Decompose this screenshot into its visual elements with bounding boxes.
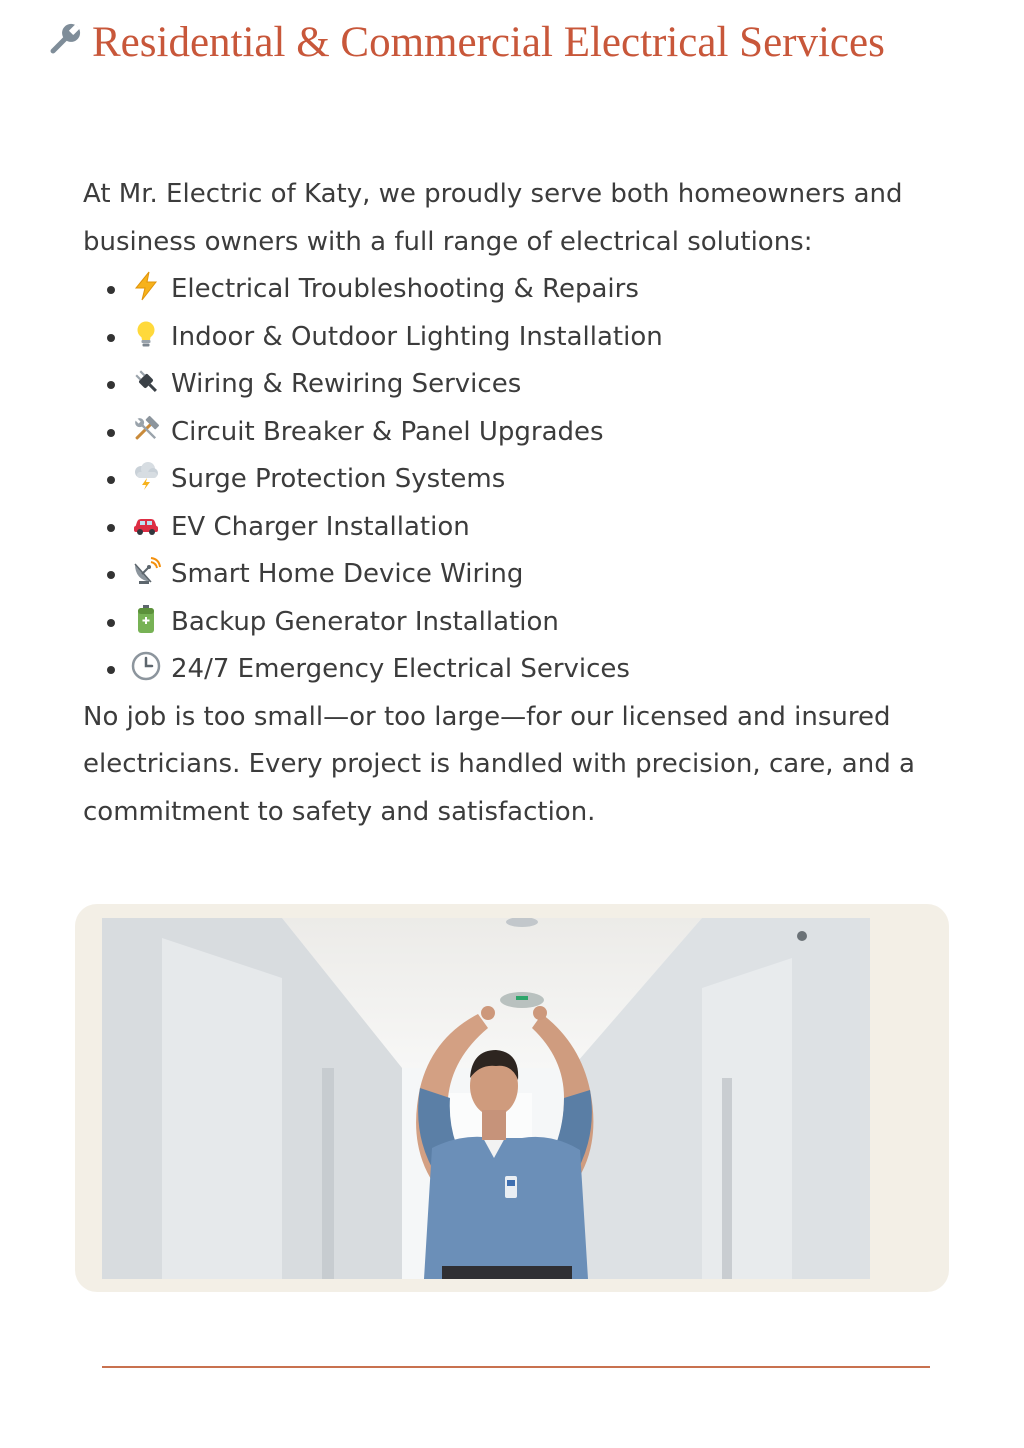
light-bulb-icon	[131, 319, 161, 349]
section-heading	[44, 14, 944, 71]
section-heading-text: Residential & Commercial Electrical Services	[92, 19, 885, 66]
service-item	[131, 504, 943, 552]
section-divider	[102, 1366, 930, 1368]
clock-icon	[131, 651, 161, 681]
car-icon	[131, 509, 161, 539]
service-label: Indoor & Outdoor Lighting Installation	[171, 321, 663, 352]
service-label: Wiring & Rewiring Services	[171, 369, 522, 399]
service-item	[131, 646, 943, 694]
service-label: EV Charger Installation	[171, 511, 470, 542]
closing-paragraph: No job is too small—or too large—for our licensed and insured electricians. Every project is handled with precision, care, and a commitment to safety and satisfaction.	[83, 701, 915, 827]
service-label: Electrical Troubleshooting & Repairs	[171, 274, 639, 304]
service-label: Backup Generator Installation	[171, 606, 559, 637]
service-item	[131, 361, 943, 409]
service-item	[131, 266, 943, 314]
satellite-dish-icon	[131, 556, 161, 586]
service-item	[131, 599, 943, 647]
photo-card	[75, 904, 949, 1292]
hammer-wrench-icon	[131, 414, 161, 444]
services-list	[83, 266, 943, 694]
storm-cloud-icon	[131, 461, 161, 491]
service-label: Smart Home Device Wiring	[171, 559, 524, 589]
electrician-photo	[102, 918, 870, 1279]
lightning-icon	[131, 271, 161, 301]
intro-paragraph: At Mr. Electric of Katy, we proudly serve both homeowners and business owners with a full range of electrical solutions:	[83, 179, 903, 257]
service-item	[131, 456, 943, 504]
service-item	[131, 314, 943, 362]
wrench-icon	[44, 20, 84, 60]
service-label: Surge Protection Systems	[171, 464, 506, 494]
battery-icon	[131, 604, 161, 634]
service-label: 24/7 Emergency Electrical Services	[171, 654, 630, 684]
service-item	[131, 409, 943, 457]
service-item	[131, 551, 943, 599]
plug-icon	[131, 366, 161, 396]
section-content	[83, 171, 943, 836]
service-label: Circuit Breaker & Panel Upgrades	[171, 416, 604, 447]
